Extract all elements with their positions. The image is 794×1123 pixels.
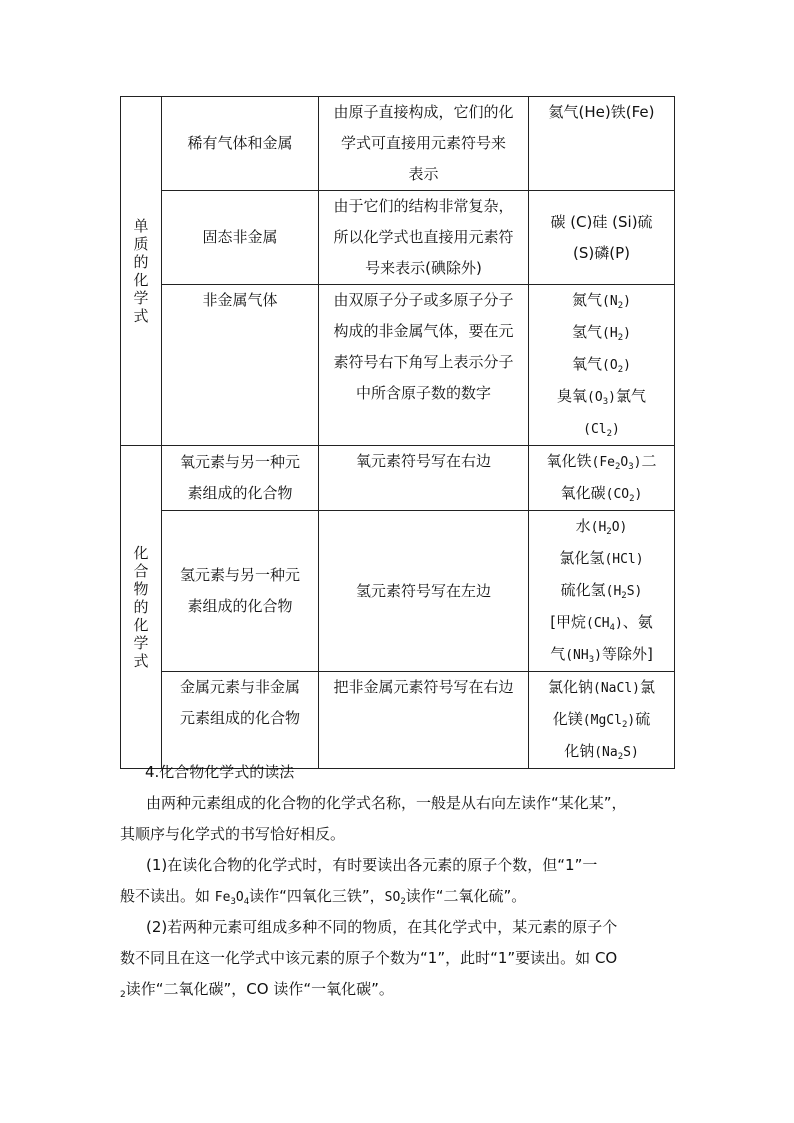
category-simple-substance	[121, 97, 162, 446]
rule-cell: 氢元素符号写在左边	[319, 511, 529, 672]
table-row	[121, 446, 675, 511]
table-row	[121, 97, 675, 191]
table-row	[121, 285, 675, 446]
rule-cell: 氧元素符号写在右边	[319, 446, 529, 511]
example-cell: 氧化铁$(Fe_2O_3)$二 氧化碳$(CO_2)$	[529, 446, 675, 511]
category-label: 化合物的化学式	[133, 544, 149, 670]
type-cell: 固态非金属	[162, 191, 319, 285]
type-cell: 稀有气体和金属	[162, 97, 319, 191]
rule-cell: 由原子直接构成，它们的化 学式可直接用元素符号来 表示	[319, 97, 529, 191]
table-row	[121, 191, 675, 285]
chemical-formula-table	[120, 96, 675, 769]
section-heading: 4.化合物化学式的读法	[145, 763, 295, 781]
type-cell: 氢元素与另一种元 素组成的化合物	[162, 511, 319, 672]
rule-cell: 由于它们的结构非常复杂， 所以化学式也直接用元素符 号来表示(碘除外)	[319, 191, 529, 285]
paragraph-1: 由两种元素组成的化合物的化学式名称，一般是从右向左读作“某化某”， 其顺序与化学式的书写恰好相反。	[120, 794, 627, 843]
example-cell: 氦气(He)铁(Fe)	[529, 97, 675, 191]
example-cell: 碳 (C)硅 (Si)硫 (S)磷(P)	[529, 191, 675, 285]
category-compound	[121, 446, 162, 769]
type-cell: 氧元素与另一种元 素组成的化合物	[162, 446, 319, 511]
table-row	[121, 511, 675, 672]
paragraph-2: (1)在读化合物的化学式时，有时要读出各元素的原子个数，但“1”一 般不读出。如 $Fe_3O_4$读作“四氧化三铁”，$SO_2$读作“二氧化硫”。	[120, 856, 598, 907]
rule-cell: 由双原子分子或多原子分子 构成的非金属气体，要在元 素符号右下角写上表示分子 中所含原子数的数字	[319, 285, 529, 446]
example-cell: 氮气$(N_2)$ 氢气$(H_2)$ 氧气$(O_2)$ 臭氧$(O_3)$氯气 $(Cl_2)$	[529, 285, 675, 446]
table-row	[121, 672, 675, 769]
type-cell: 非金属气体	[162, 285, 319, 446]
example-cell: 氯化钠(NaCl)氯 化镁(MgCl$_2$)硫 化钠$(Na_2S)$	[529, 672, 675, 769]
paragraph-3: (2)若两种元素可组成多种不同的物质，在其化学式中，某元素的原子个 数不同且在这一化学式中该元素的原子个数为“1”，此时“1”要读出。如 CO $_2$读作“二氧化碳”，CO 读作“一氧化碳”。	[120, 918, 618, 1000]
type-cell: 金属元素与非金属 元素组成的化合物	[162, 672, 319, 769]
rule-cell: 把非金属元素符号写在右边	[319, 672, 529, 769]
example-cell: 水$(H_2O)$ 氯化氢(HCl) 硫化氢$(H_2S)$ [甲烷$(CH_4)$、氨 气$(NH_3)$等除外]	[529, 511, 675, 672]
category-label: 单质的化学式	[133, 217, 149, 325]
